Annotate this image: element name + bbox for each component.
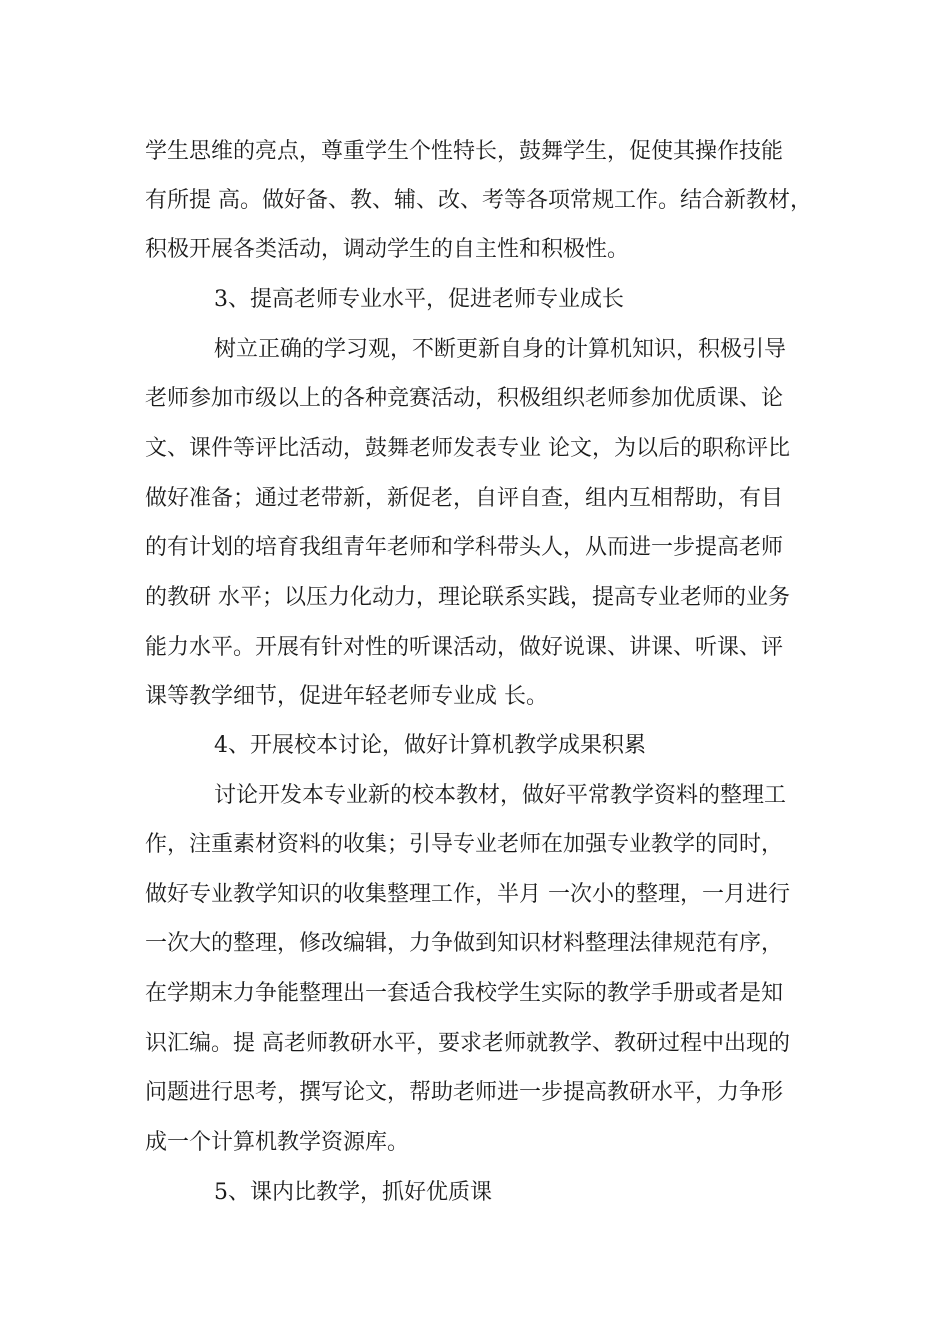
paragraph-line: 能力水平。开展有针对性的听课活动，做好说课、讲课、听课、评 bbox=[145, 635, 784, 660]
paragraph-line: 文、课件等评比活动，鼓舞老师发表专业 论文，为以后的职称评比 bbox=[145, 436, 790, 461]
paragraph-line: 一次大的整理，修改编辑，力争做到知识材料整理法律规范有序， bbox=[145, 931, 784, 956]
paragraph-line: 树立正确的学习观，不断更新自身的计算机知识，积极引导 bbox=[214, 337, 787, 362]
paragraph-line: 老师参加市级以上的各种竞赛活动，积极组织老师参加优质课、论 bbox=[145, 386, 784, 411]
paragraph-line: 识汇编。提 高老师教研水平，要求老师就教学、教研过程中出现的 bbox=[145, 1031, 790, 1056]
section-heading-4: 4、开展校本讨论，做好计算机教学成果积累 bbox=[214, 733, 646, 758]
paragraph-line: 作，注重素材资料的收集；引导专业老师在加强专业教学的同时， bbox=[145, 832, 784, 857]
paragraph-line: 学生思维的亮点，尊重学生个性特长，鼓舞学生，促使其操作技能 bbox=[145, 139, 784, 164]
paragraph-line: 在学期末力争能整理出一套适合我校学生实际的教学手册或者是知 bbox=[145, 981, 784, 1006]
paragraph-line: 问题进行思考，撰写论文，帮助老师进一步提高教研水平，力争形 bbox=[145, 1080, 784, 1105]
paragraph-line: 的教研 水平；以压力化动力，理论联系实践，提高专业老师的业务 bbox=[145, 585, 790, 610]
paragraph-line: 的有计划的培育我组青年老师和学科带头人，从而进一步提高老师 bbox=[145, 535, 784, 560]
paragraph-line: 课等教学细节，促进年轻老师专业成 长。 bbox=[145, 684, 548, 709]
paragraph-line: 成一个计算机教学资源库。 bbox=[145, 1130, 410, 1155]
paragraph-line: 积极开展各类活动，调动学生的自主性和积极性。 bbox=[145, 237, 630, 262]
paragraph-line: 做好准备；通过老带新，新促老，自评自查，组内互相帮助，有目 bbox=[145, 486, 784, 511]
paragraph-line: 做好专业教学知识的收集整理工作，半月 一次小的整理，一月进行 bbox=[145, 882, 790, 907]
paragraph-line: 有所提 高。做好备、教、辅、改、考等各项常规工作。结合新教材， bbox=[145, 188, 812, 213]
section-heading-5: 5、课内比教学，抓好优质课 bbox=[214, 1180, 492, 1205]
section-heading-3: 3、提高老师专业水平，促进老师专业成长 bbox=[214, 287, 624, 312]
paragraph-line: 讨论开发本专业新的校本教材，做好平常教学资料的整理工 bbox=[214, 783, 787, 808]
